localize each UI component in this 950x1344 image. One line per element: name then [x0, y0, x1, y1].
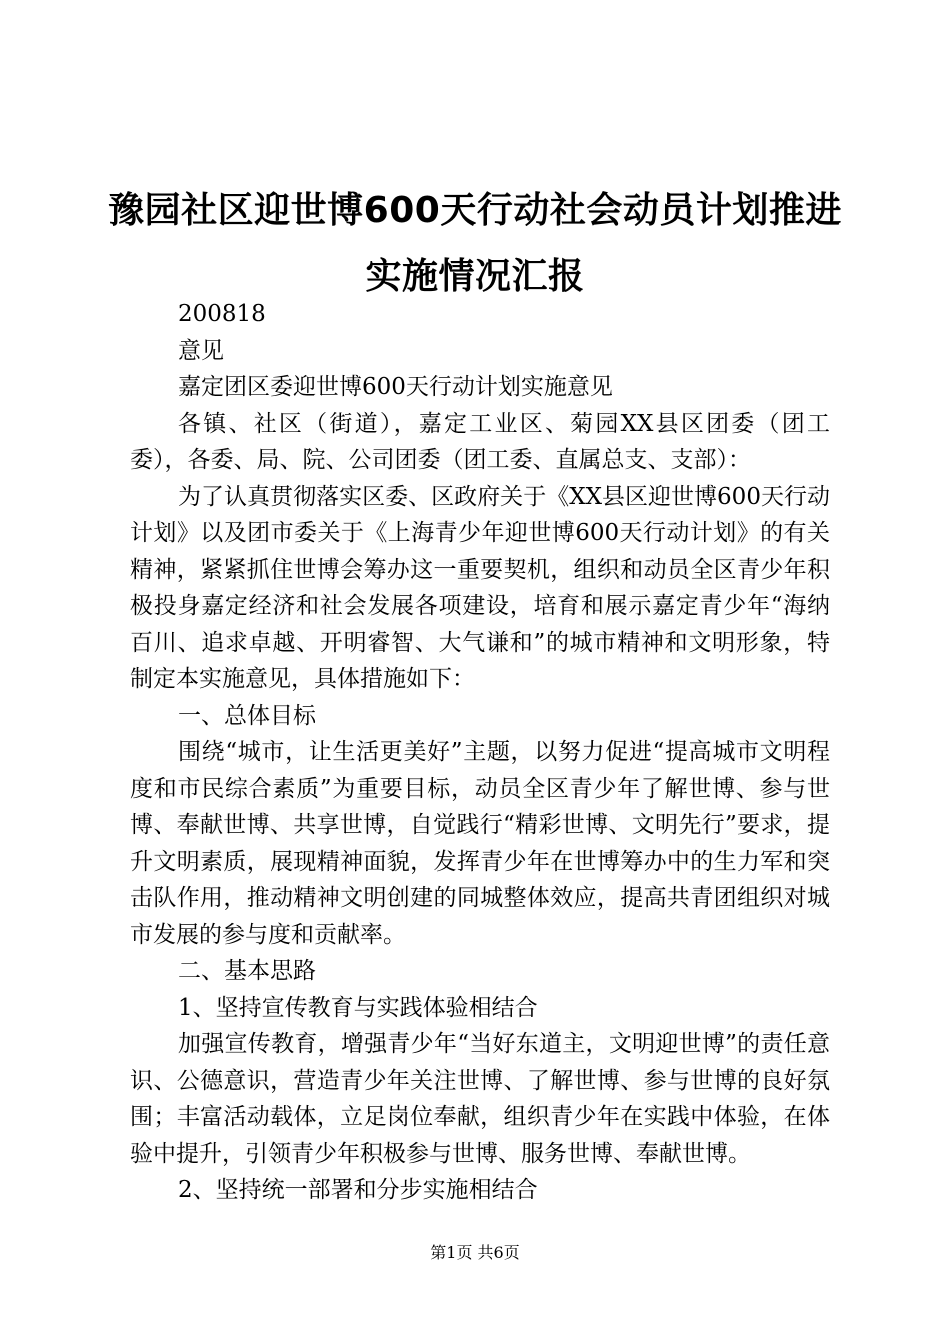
subheading-2: 2、坚持统一部署和分步实施相结合 — [178, 1177, 538, 1203]
paragraph-goal: 围绕“城市，让生活更美好”主题，以努力促进“提高城市文明程度和市民综合素质”为重要目标，动员全区青少年了解世博、参与世博、奉献世博、共享世博，自觉践行“精彩世博、文明先行”要求，提升文明素质，展现精神面貌，发挥青少年在世博筹办中的生力军和突击队作用，推动精神文明创建的同城整体效应，提高共青团组织对城市发展的参与度和贡献率。 — [130, 739, 830, 948]
paragraph-subtitle: 嘉定团区委迎世博600天行动计划实施意见 — [178, 374, 613, 400]
heading-overall-goal: 一、总体目标 — [178, 702, 316, 729]
paragraph-opinion: 意见 — [178, 337, 224, 364]
paragraph-addressees: 各镇、社区（街道），嘉定工业区、菊园XX县区团委（团工委），各委、局、院、公司团委（团工委、直属总支、支部）： — [130, 410, 830, 473]
heading-basic-approach: 二、基本思路 — [178, 958, 316, 984]
document-title — [100, 178, 850, 310]
paragraph-intro: 为了认真贯彻落实区委、区政府关于《XX县区迎世博600天行动计划》以及团市委关于《上海青少年迎世博600天行动计划》的有关精神，紧紧抓住世博会筹办这一重要契机，组织和动员全区青少年积极投身嘉定经济和社会发展各项建设，培育和展示嘉定青少年“海纳百川、追求卓越、开明睿智、大气谦和”的城市精神和文明形象，特制定本实施意见，具体措施如下： — [130, 483, 830, 692]
page-footer: 第1页 共6页 — [430, 1243, 520, 1262]
paragraph-approach-1: 加强宣传教育，增强青少年“当好东道主，文明迎世博”的责任意识、公德意识，营造青少年关注世博、了解世博、参与世博的良好氛围；丰富活动载体，立足岗位奉献，组织青少年在实践中体验，在体验中提升，引领青少年积极参与世博、服务世博、奉献世博。 — [130, 1031, 830, 1167]
subheading-1: 1、坚持宣传教育与实践体验相结合 — [178, 994, 538, 1021]
title-line-2: 实施情况汇报 — [365, 256, 585, 297]
date-line: 200818 — [178, 301, 266, 327]
title-line-1: 豫园社区迎世博600天行动社会动员计划推进 — [108, 190, 842, 231]
document-body — [130, 296, 830, 1209]
